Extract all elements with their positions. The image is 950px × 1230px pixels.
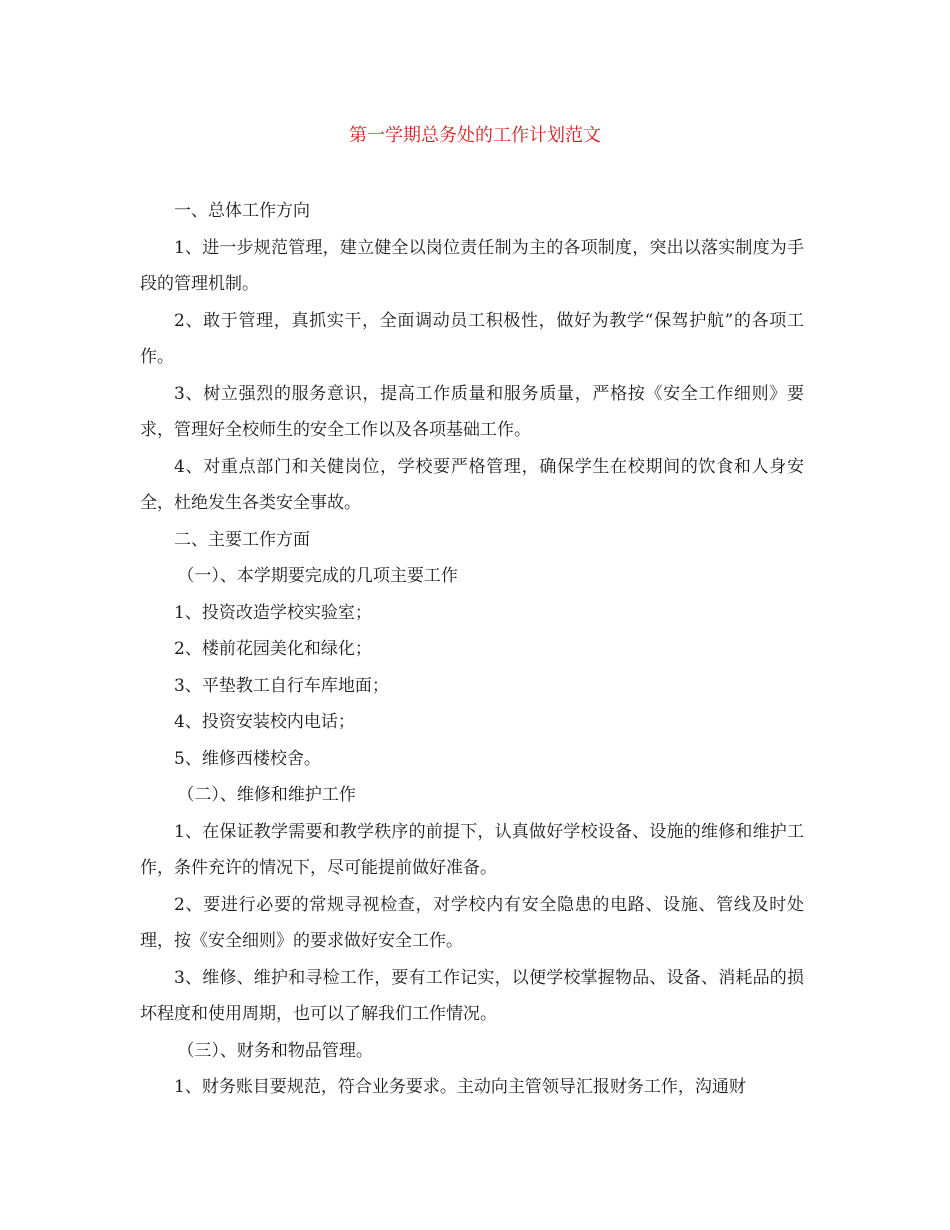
paragraph: 2、要进行必要的常规寻视检查，对学校内有安全隐患的电路、设施、管线及时处理，按《安全细则》的要求做好安全工作。 xyxy=(140,894,804,951)
section-heading-2: 二、主要工作方面 xyxy=(174,529,310,550)
list-item: 3、平垫教工自行车库地面； xyxy=(174,675,389,696)
list-item: 1、投资改造学校实验室； xyxy=(174,602,372,623)
section-heading-1: 一、总体工作方向 xyxy=(174,201,310,221)
document-body xyxy=(140,193,804,1106)
subsection-heading: （三）、财务和物品管理。 xyxy=(177,1040,373,1061)
list-item: 4、投资安装校内电话； xyxy=(174,712,355,732)
paragraph: 1、在保证教学需要和教学秩序的前提下，认真做好学校设备、设施的维修和维护工作，条件充许的情况下，尽可能提前做好准备。 xyxy=(140,821,804,878)
paragraph: 4、对重点部门和关健岗位，学校要严格管理，确保学生在校期间的饮食和人身安全，杜绝发生各类安全事故。 xyxy=(140,456,804,513)
list-item: 5、维修西楼校舍。 xyxy=(174,748,321,769)
list-item: 2、楼前花园美化和绿化； xyxy=(174,639,372,659)
document-title: 第一学期总务处的工作计划范文 xyxy=(349,125,601,146)
subsection-heading: （一）、本学期要完成的几项主要工作 xyxy=(177,566,458,586)
paragraph: 1、财务账目要规范，符合业务要求。主动向主管领导汇报财务工作，沟通财 xyxy=(174,1077,746,1097)
paragraph: 2、敢于管理，真抓实干，全面调动员工积极性，做好为教学“保驾护航”的各项工作。 xyxy=(140,310,804,367)
paragraph: 3、维修、维护和寻检工作，要有工作记实，以便学校掌握物品、设备、消耗品的损坏程度和使用周期，也可以了解我们工作情况。 xyxy=(140,967,804,1024)
paragraph: 1、进一步规范管理，建立健全以岗位责任制为主的各项制度，突出以落实制度为手段的管理机制。 xyxy=(140,237,804,294)
subsection-heading: （二）、维修和维护工作 xyxy=(177,785,356,805)
paragraph: 3、树立强烈的服务意识，提高工作质量和服务质量，严格按《安全工作细则》要求，管理好全校师生的安全工作以及各项基础工作。 xyxy=(140,383,804,440)
